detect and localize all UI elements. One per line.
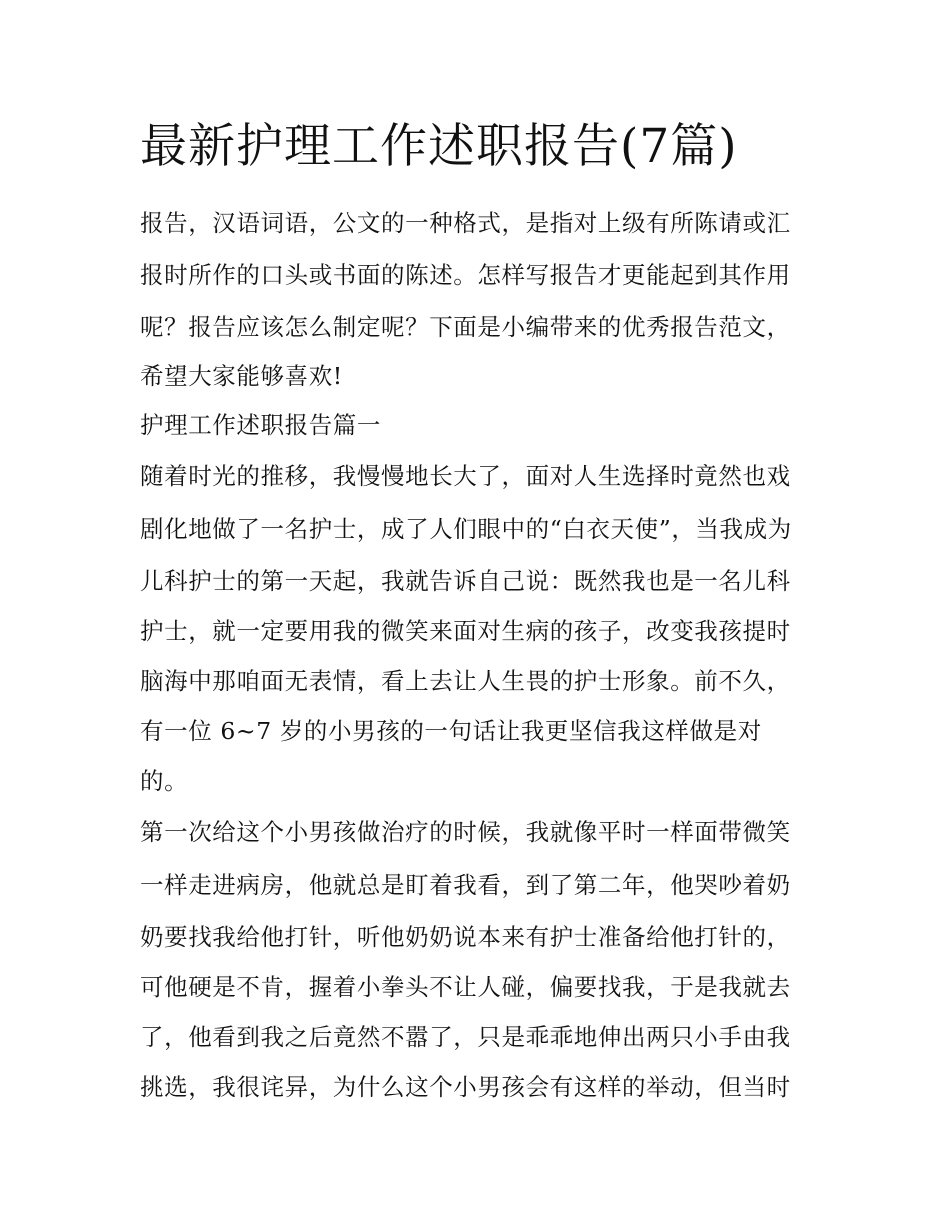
intro-line-3: 呢？报告应该怎么制定呢？下面是小编带来的优秀报告范文， — [140, 313, 791, 341]
paragraph1-line-5: 脑海中那咱面无表情，看上去让人生畏的护士形象。前不久， — [140, 667, 791, 695]
paragraph2-line-5: 了，他看到我之后竟然不嚣了，只是乖乖地伸出两只小手由我 — [140, 1023, 791, 1051]
paragraph2-line-4: 可他硬是不肯，握着小拳头不让人碰，偏要找我，于是我就去 — [140, 973, 791, 1001]
paragraph1-line-6: 有一位 6~7 岁的小男孩的一句话让我更坚信我这样做是对 — [140, 717, 762, 745]
paragraph1-line-7: 的。 — [140, 767, 189, 795]
intro-line-4: 希望大家能够喜欢! — [140, 362, 343, 390]
paragraph1-line-2: 剧化地做了一名护士，成了人们眼中的“白衣天使”，当我成为 — [140, 515, 792, 543]
paragraph1-line-3: 儿科护士的第一天起，我就告诉自己说：既然我也是一名儿科 — [140, 567, 791, 595]
document-title: 最新护理工作述职报告(7篇) — [140, 119, 738, 174]
intro-line-1: 报告，汉语词语，公文的一种格式，是指对上级有所陈请或汇 — [140, 209, 791, 237]
section-heading: 护理工作述职报告篇一 — [140, 411, 381, 439]
paragraph2-line-1: 第一次给这个小男孩做治疗的时候，我就像平时一样面带微笑 — [140, 818, 791, 846]
paragraph1-line-4: 护士，就一定要用我的微笑来面对生病的孩子，改变我孩提时 — [140, 617, 791, 645]
paragraph2-line-6: 挑选，我很诧异，为什么这个小男孩会有这样的举动，但当时 — [140, 1073, 791, 1101]
paragraph1-line-1: 随着时光的推移，我慢慢地长大了，面对人生选择时竟然也戏 — [140, 462, 791, 490]
intro-line-2: 报时所作的口头或书面的陈述。怎样写报告才更能起到其作用 — [140, 261, 791, 289]
paragraph2-line-3: 奶要找我给他打针，听他奶奶说本来有护士准备给他打针的， — [140, 923, 791, 951]
paragraph2-line-2: 一样走进病房，他就总是盯着我看，到了第二年，他哭吵着奶 — [140, 871, 791, 899]
